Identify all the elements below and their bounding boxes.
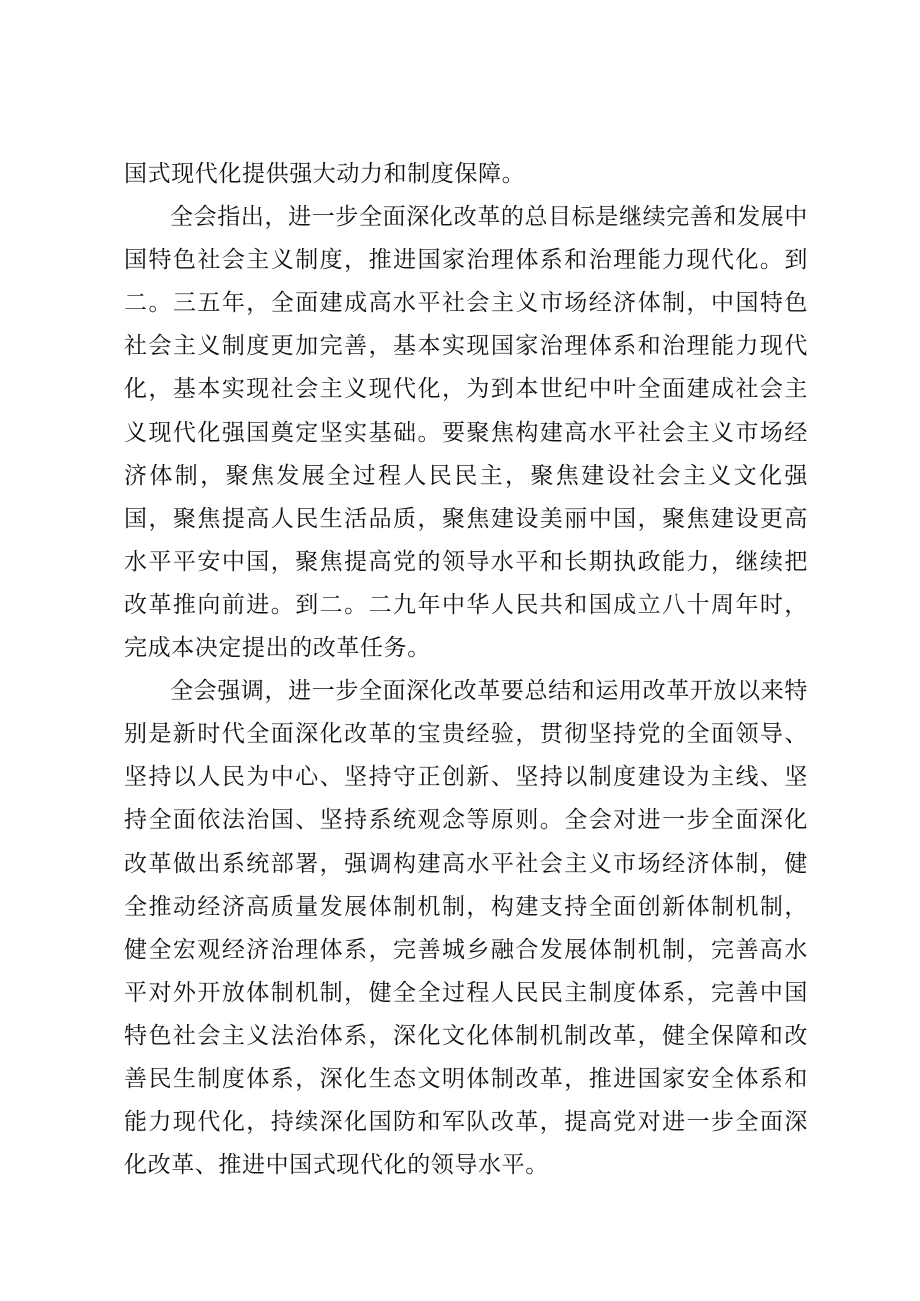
paragraph-continuation: 国式现代化提供强大动力和制度保障。 (124, 161, 526, 187)
paragraph-plenary-emphasizes: 全会强调，进一步全面深化改革要总结和运用改革开放以来特别是新时代全面深化改革的宝贵经验，贯彻坚持党的全面领导、坚持以人民为中心、坚持守正创新、坚持以制度建设为主线、坚持全面依法治国、坚持系统观念等原则。全会对进一步全面深化改革做出系统部署，强调构建高水平社会主义市场经济体制，健全推动经济高质量发展体制机制，构建支持全面创新体制机制，健全宏观经济治理体系，完善城乡融合发展体制机制，完善高水平对外开放体制机制，健全全过程人民民主制度体系，完善中国特色社会主义法治体系，深化文化体制机制改革，健全保障和改善民生制度体系，深化生态文明体制改革，推进国家安全体系和能力现代化，持续深化国防和军队改革，提高党对进一步全面深化改革、推进中国式现代化的领导水平。 (124, 678, 808, 1179)
paragraph-plenary-points-out: 全会指出，进一步全面深化改革的总目标是继续完善和发展中国特色社会主义制度，推进国家治理体系和治理能力现代化。到二。三五年，全面建成高水平社会主义市场经济体制，中国特色社会主义制度更加完善，基本实现国家治理体系和治理能力现代化，基本实现社会主义现代化，为到本世纪中叶全面建成社会主义现代化强国奠定坚实基础。要聚焦构建高水平社会主义市场经济体制，聚焦发展全过程人民民主，聚焦建设社会主义文化强国，聚焦提高人民生活品质，聚焦建设美丽中国，聚焦建设更高水平平安中国，聚焦提高党的领导水平和长期执政能力，继续把改革推向前进。到二。二九年中华人民共和国成立八十周年时，完成本决定提出的改革任务。 (124, 204, 808, 662)
document-body (124, 153, 808, 1187)
